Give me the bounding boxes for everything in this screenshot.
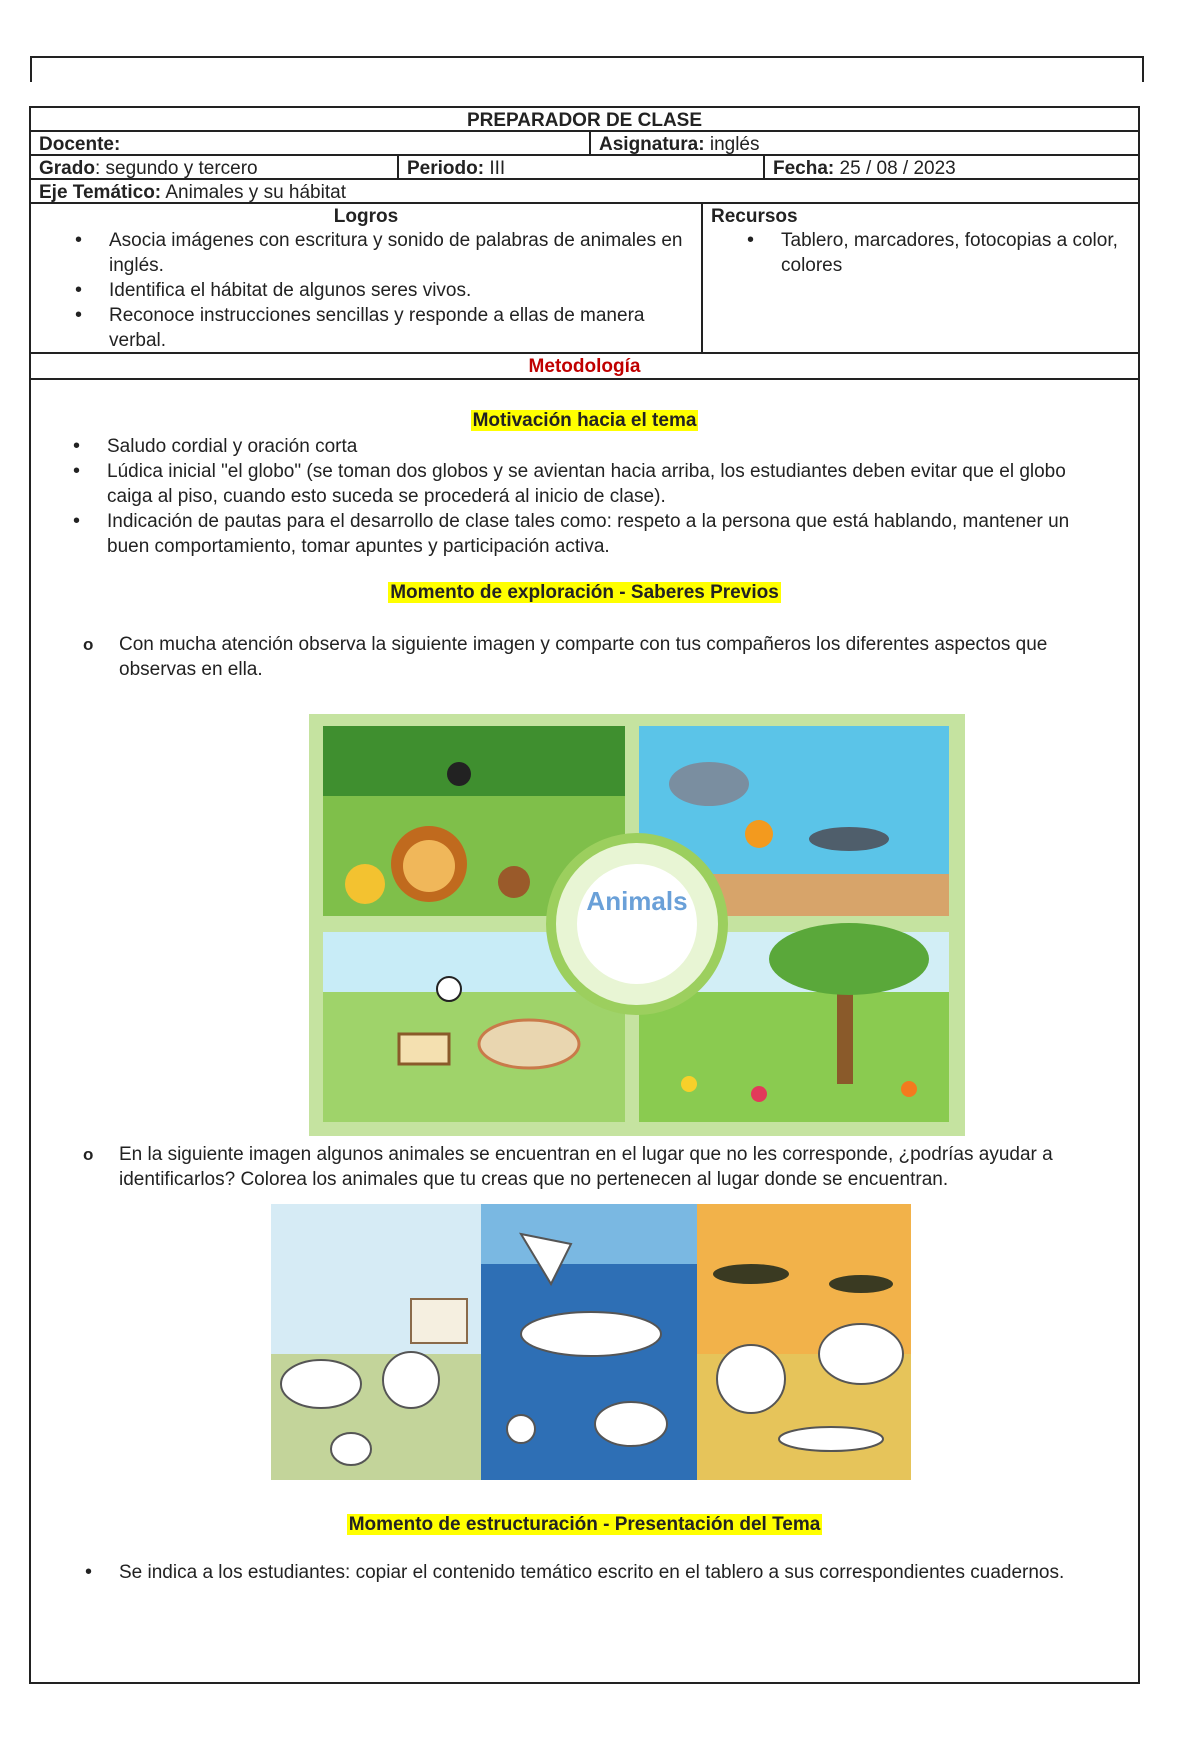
motivacion-item: • Saludo cordial y oración corta xyxy=(107,434,1116,459)
logro-item: • Asocia imágenes con escritura y sonido de palabras de animales en inglés. xyxy=(109,228,693,278)
wrong-habitat-coloring-image xyxy=(271,1204,911,1480)
docente-cell xyxy=(31,132,591,154)
metodologia-title: Metodología xyxy=(528,356,641,377)
periodo-label: Periodo: xyxy=(407,158,485,179)
docente-row xyxy=(31,132,1138,156)
eje-label: Eje Temático: xyxy=(39,182,162,203)
exploracion-heading xyxy=(31,582,1138,604)
recursos-list xyxy=(781,228,1130,278)
eje-cell xyxy=(31,180,1138,202)
lesson-plan-table xyxy=(29,106,1140,1684)
exploracion-item: o En la siguiente imagen algunos animales se encuentran en el lugar que no les corresponde, ¿podrías ayudar a identificarlos? Colorea los animales que tu creas que no pertenecen al lugar donde se encuentran. xyxy=(119,1142,1108,1192)
exploracion-list-2 xyxy=(119,1142,1108,1192)
asignatura-value: inglés xyxy=(709,134,760,155)
metodologia-row xyxy=(31,354,1138,380)
animals-habitats-collage xyxy=(309,714,965,1136)
estructuracion-heading xyxy=(31,1514,1138,1536)
estructuracion-list xyxy=(119,1560,1078,1585)
recursos-title: Recursos xyxy=(711,206,798,227)
page-title: PREPARADOR DE CLASE xyxy=(466,110,703,131)
exploracion-list-1 xyxy=(119,632,1078,682)
logros-title: Logros xyxy=(333,206,399,227)
coloring-graphic xyxy=(271,1204,911,1480)
recursos-cell xyxy=(703,204,1138,352)
collage-graphic xyxy=(309,714,965,1136)
periodo-cell xyxy=(399,156,765,178)
estructuracion-item: • Se indica a los estudiantes: copiar el contenido temático escrito en el tablero a sus correspondientes cuadernos. xyxy=(119,1560,1078,1585)
motivacion-list xyxy=(107,434,1116,559)
fecha-cell xyxy=(765,156,1138,178)
logro-item: • Reconoce instrucciones sencillas y responde a ellas de manera verbal. xyxy=(109,303,693,353)
fecha-label: Fecha: xyxy=(773,158,835,179)
docente-label: Docente: xyxy=(39,134,121,155)
title-row xyxy=(31,108,1138,132)
logros-list xyxy=(109,228,693,353)
logros-cell xyxy=(31,204,703,352)
eje-row xyxy=(31,180,1138,204)
fecha-value: 25 / 08 / 2023 xyxy=(839,158,956,179)
grado-row xyxy=(31,156,1138,180)
grado-value: : segundo y tercero xyxy=(94,158,258,179)
periodo-value: III xyxy=(489,158,506,179)
asignatura-label: Asignatura: xyxy=(599,134,705,155)
grado-label: Grado xyxy=(39,158,95,179)
exploracion-title: Momento de exploración - Saberes Previos xyxy=(390,582,779,603)
grado-cell xyxy=(31,156,399,178)
motivacion-title: Motivación hacia el tema xyxy=(472,410,697,431)
asignatura-cell xyxy=(591,132,1138,154)
motivacion-item: • Lúdica inicial "el globo" (se toman dos globos y se avientan hacia arriba, los estudiantes deben evitar que el globo caiga al piso, cuando esto suceda se procederá al inicio de clase). xyxy=(107,459,1116,509)
eje-value: Animales y su hábitat xyxy=(165,182,346,203)
exploracion-item: o Con mucha atención observa la siguiente imagen y comparte con tus compañeros los diferentes aspectos que observas en ella. xyxy=(119,632,1078,682)
animals-label: Animals xyxy=(586,886,688,916)
motivacion-item: • Indicación de pautas para el desarrollo de clase tales como: respeto a la persona que está hablando, mantener un buen comportamiento, tomar apuntes y participación activa. xyxy=(107,509,1116,559)
motivacion-heading xyxy=(31,410,1138,432)
recurso-item: • Tablero, marcadores, fotocopias a color, colores xyxy=(781,228,1130,278)
logros-row xyxy=(31,204,1138,354)
logro-item: • Identifica el hábitat de algunos seres vivos. xyxy=(109,278,693,303)
top-blank-box xyxy=(30,56,1144,82)
estructuracion-title: Momento de estructuración - Presentación del Tema xyxy=(348,1514,821,1535)
